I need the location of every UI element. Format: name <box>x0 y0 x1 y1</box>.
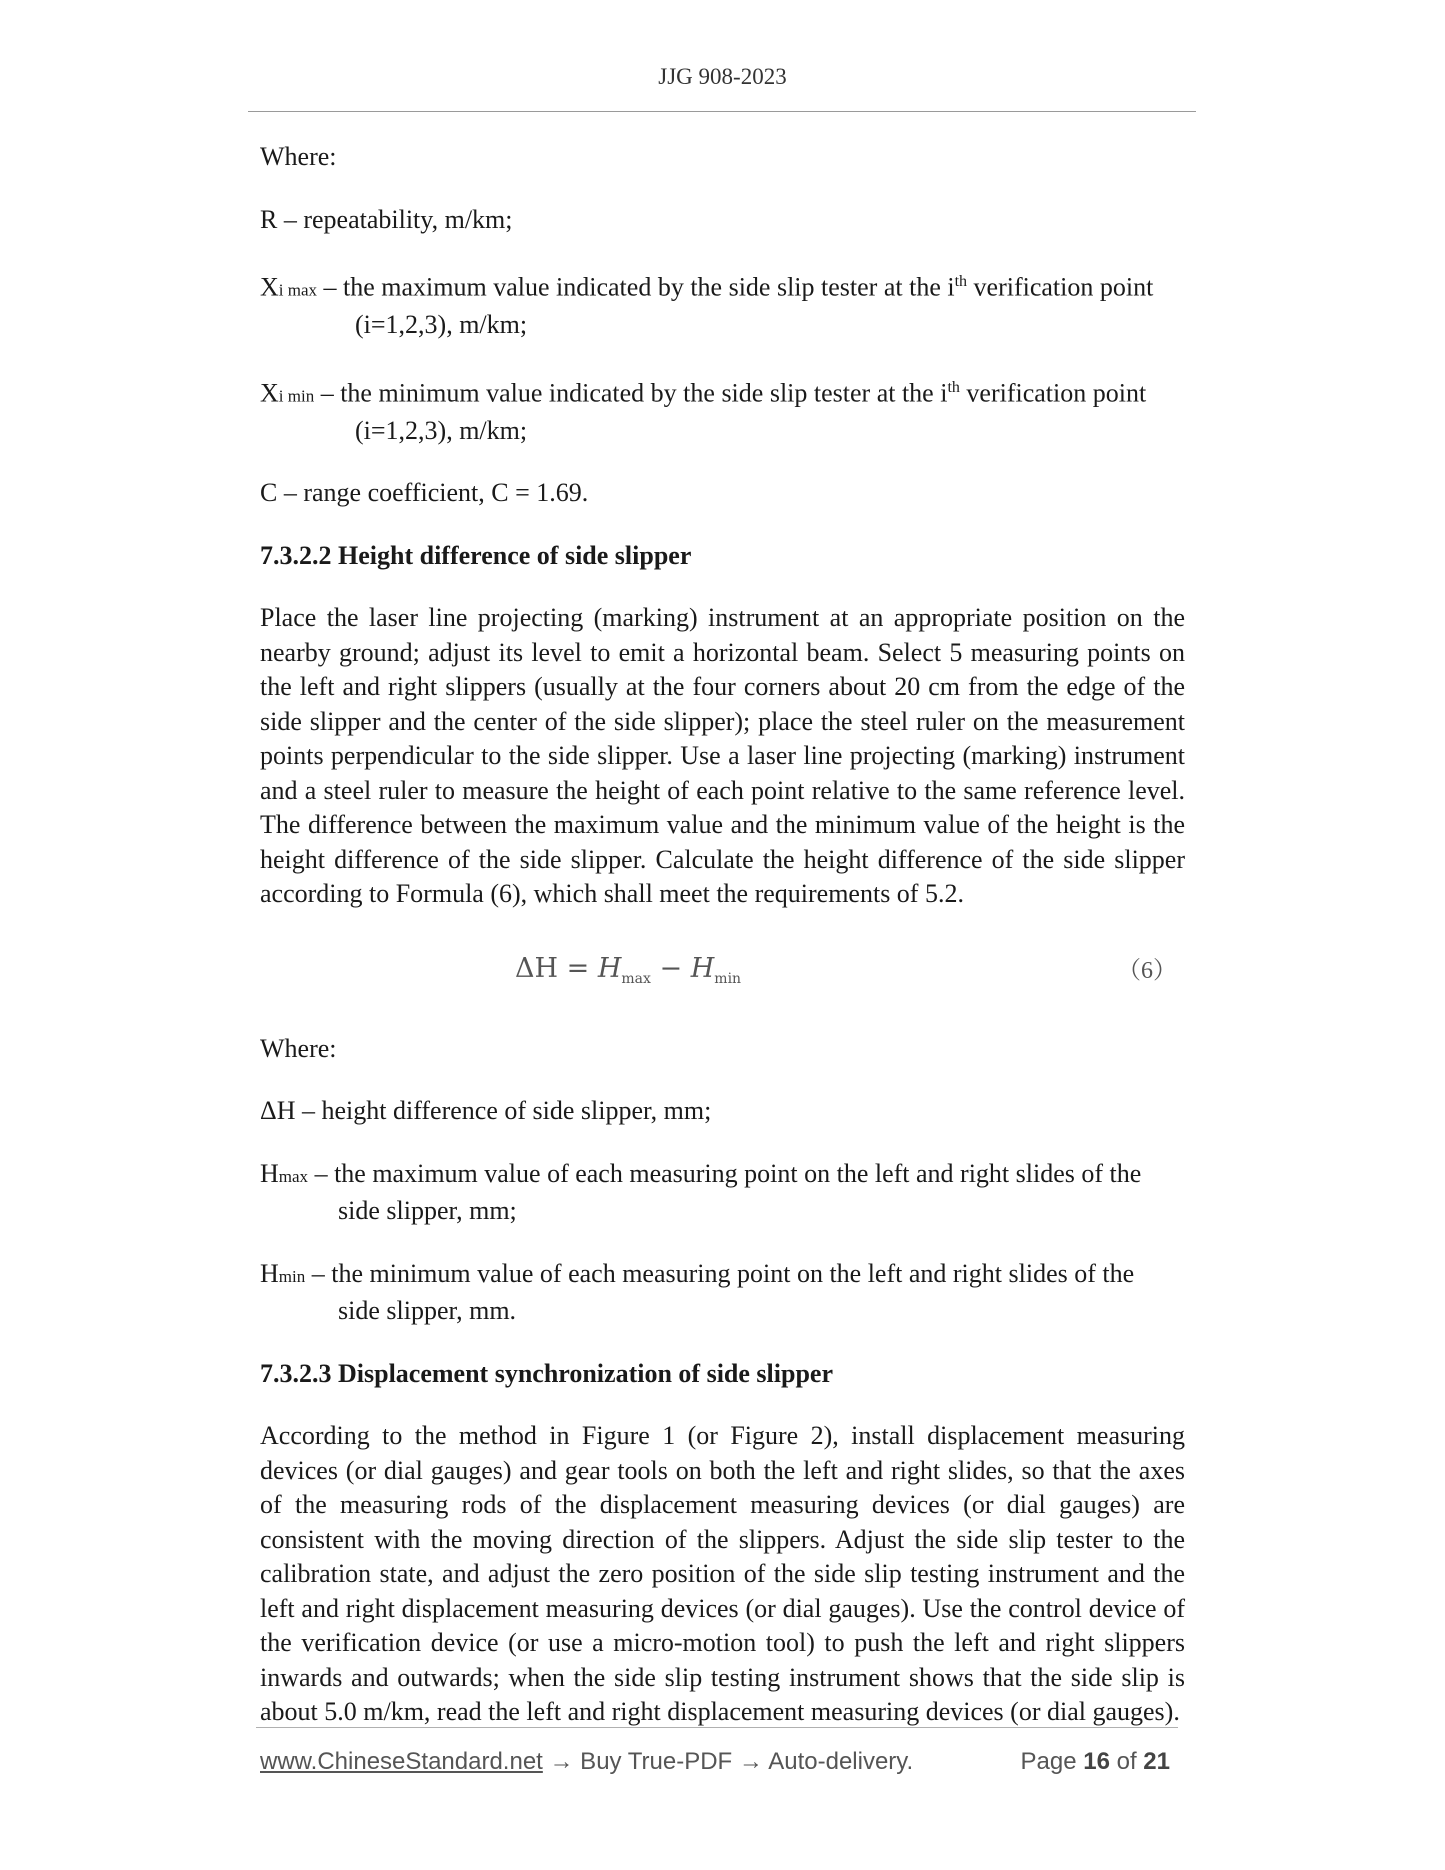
definition-hmin <box>260 1257 1185 1329</box>
footer-tagline: → Buy True-PDF → Auto-delivery. <box>542 1748 914 1775</box>
footer-website-link[interactable]: www.ChineseStandard.net <box>260 1748 543 1775</box>
ximin-superscript: th <box>947 378 960 396</box>
formula-number: （6） <box>1117 957 1177 984</box>
ximin-continuation: (i=1,2,3), m/km; <box>355 415 528 445</box>
page-label: Page <box>1020 1748 1077 1775</box>
hmin-text: – the minimum value of each measuring point on the left and right slides of the <box>311 1258 1135 1288</box>
section-heading-7-3-2-3: 7.3.2.3 Displacement synchronization of side slipper <box>260 1358 833 1388</box>
header-divider <box>248 111 1196 112</box>
running-header: JJG 908-2023 <box>658 64 787 89</box>
definition-ximax <box>260 265 1185 343</box>
formula-expression <box>515 952 741 997</box>
ximax-tail: verification point <box>973 272 1154 302</box>
page-indicator <box>1021 1748 1171 1776</box>
section-body-7-3-2-2: Place the laser line projecting (marking) instrument at an appropriate position on the nearby ground; adjust its level to emit a horizontal beam. Select 5 measuring points on the left and right slippers (usually at the four corners about 20 cm from the edge of the side slipper and the center of the side slipper); place the steel ruler on the measurement points perpendicular to the side slipper. Use a laser line projecting (marking) instrument and a steel ruler to measure the height of each point relative to the same reference level. The difference between the maximum value and the minimum value of the height is the height difference of the side slipper. Calculate the height difference of the side slipper according to Formula (6), which shall meet the requirements of 5.2. <box>260 603 1185 909</box>
formula-minus: − <box>659 952 683 984</box>
formula-6 <box>260 952 1185 992</box>
section-heading-7-3-2-2: 7.3.2.2 Height difference of side slipper <box>260 540 692 570</box>
where-label: Where: <box>260 142 337 171</box>
formula-hmax-sub: max <box>621 970 651 987</box>
page-number: 16 <box>1083 1748 1110 1775</box>
ximin-symbol: X <box>260 378 279 408</box>
ximin-tail: verification point <box>966 378 1147 408</box>
definition-c: C – range coefficient, C = 1.69. <box>260 478 589 508</box>
definition-hmax <box>260 1157 1185 1229</box>
of-label: of <box>1116 1748 1137 1775</box>
hmin-continuation: side slipper, mm. <box>338 1296 517 1326</box>
ximax-symbol: X <box>260 272 279 302</box>
formula-hmin-sub: min <box>714 970 742 987</box>
hmax-symbol: H <box>260 1158 279 1188</box>
definition-r: R – repeatability, m/km; <box>260 204 513 234</box>
ximax-subscript: i max <box>278 280 318 300</box>
ximax-continuation: (i=1,2,3), m/km; <box>355 310 528 340</box>
formula-equals: = <box>566 952 590 984</box>
hmax-subscript: max <box>278 1166 309 1186</box>
footer-divider <box>256 1727 1178 1728</box>
formula-hmin: H <box>690 952 715 984</box>
ximax-superscript: th <box>954 273 968 290</box>
formula-lhs: ΔH <box>515 952 559 984</box>
where-label-2: Where: <box>260 1033 337 1063</box>
page-total: 21 <box>1143 1748 1170 1775</box>
page-body <box>260 140 1185 1730</box>
hmax-continuation: side slipper, mm; <box>338 1196 517 1226</box>
page-footer <box>260 1748 1182 1776</box>
definition-delta-h: ΔH – height difference of side slipper, mm; <box>260 1096 712 1126</box>
hmin-subscript: min <box>278 1266 306 1286</box>
ximin-text: – the minimum value indicated by the side slip tester at the i <box>320 378 948 408</box>
hmin-symbol: H <box>260 1258 279 1288</box>
definition-ximin <box>260 371 1185 449</box>
hmax-text: – the maximum value of each measuring point on the left and right slides of the <box>314 1158 1142 1188</box>
section-body-7-3-2-3: According to the method in Figure 1 (or Figure 2), install displacement measuring devices (or dial gauges) and gear tools on both the left and right slides, so that the axes of the measuring rods of the displacement measuring devices (or dial gauges) are consistent with the moving direction of the slippers. Adjust the side slip tester to the calibration state, and adjust the zero position of the side slip testing instrument and the left and right displacement measuring devices (or dial gauges). Use the control device of the verification device (or use a micro-motion tool) to push the left and right slippers inwards and outwards; when the side slip testing instrument shows that the side slip is about 5.0 m/km, read the left and right displacement measuring devices (or dial gauges). <box>260 1421 1185 1727</box>
ximax-text: – the maximum value indicated by the side slip tester at the i <box>323 272 955 302</box>
formula-hmax: H <box>597 952 622 984</box>
ximin-subscript: i min <box>278 386 315 406</box>
